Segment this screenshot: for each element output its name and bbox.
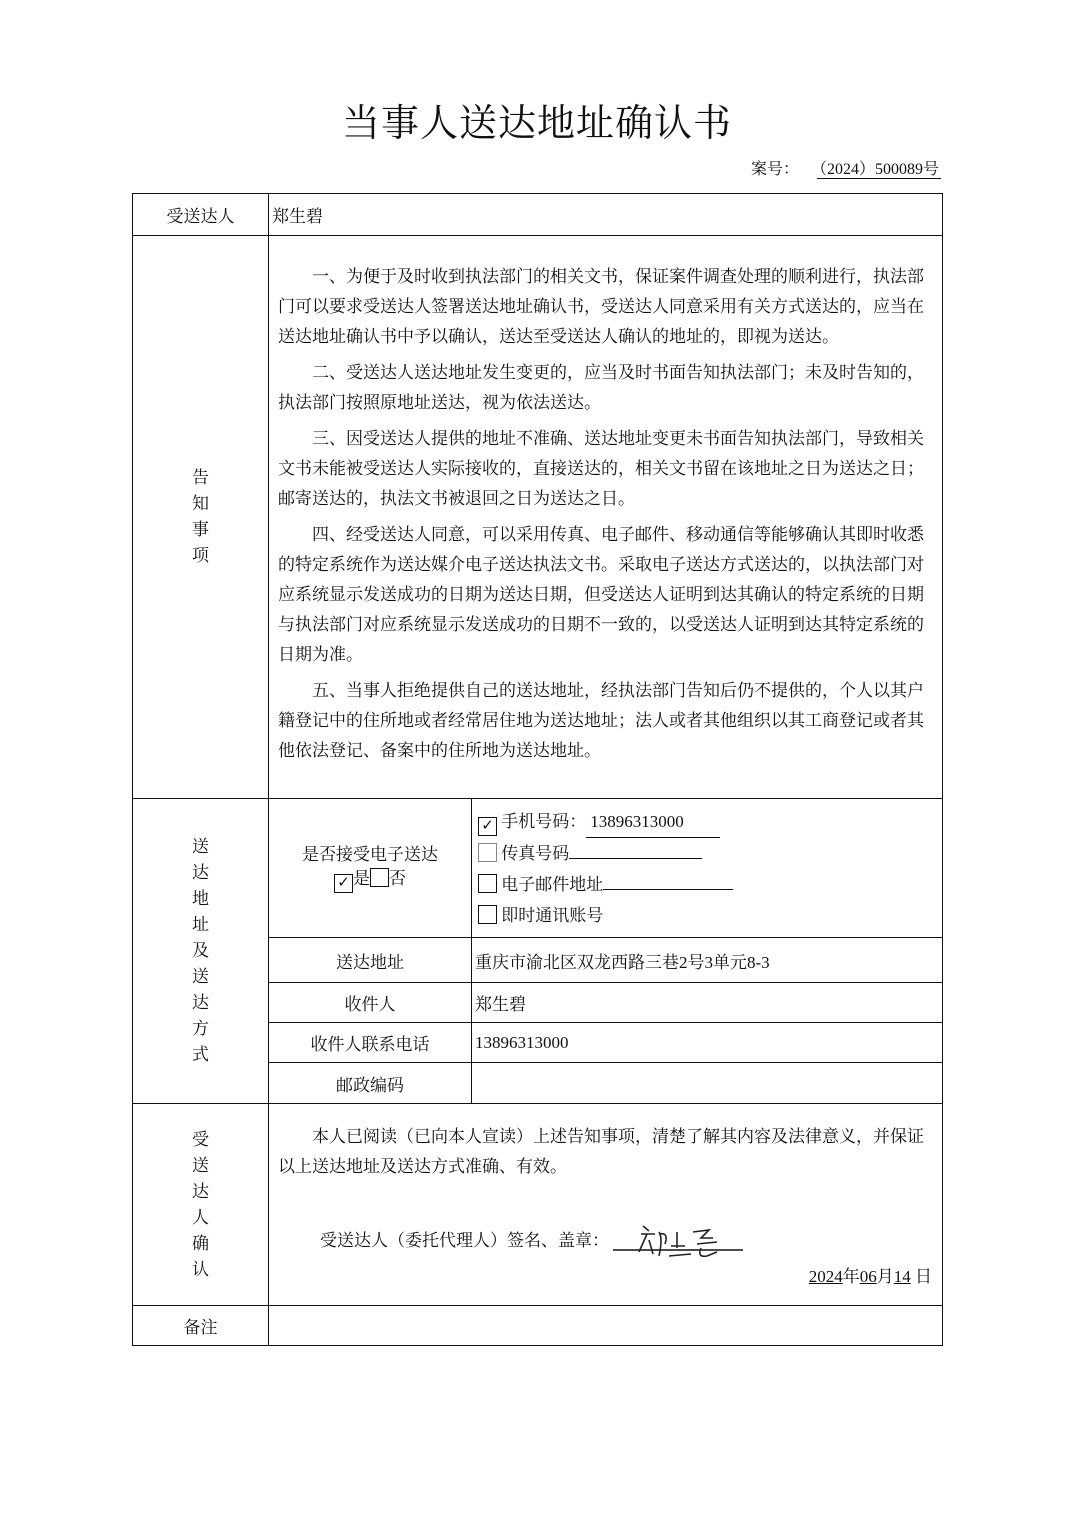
confirmation-text: 本人已阅读（已向本人宣读）上述告知事项，清楚了解其内容及法律意义，并保证以上送达地址及送达方式准确、有效。 <box>278 1127 924 1176</box>
recipient-value: 郑生碧 <box>269 194 943 236</box>
document-title: 当事人送达地址确认书 <box>341 103 732 145</box>
im-checkbox[interactable] <box>478 905 497 924</box>
date-month: 06 <box>859 1267 877 1286</box>
yes-checkbox[interactable]: ✓ <box>334 874 353 893</box>
recipient-label: 受送达人 <box>133 194 269 236</box>
yes-label: 是 <box>353 869 370 888</box>
month-unit: 月 <box>876 1267 894 1286</box>
day-unit: 日 <box>910 1267 932 1286</box>
delivery-label <box>133 799 269 1104</box>
remarks-value <box>269 1306 943 1346</box>
notice-paragraph: 二、受送达人送达地址发生变更的，应当及时书面告知执法部门；未及时告知的，执法部门按照原地址送达，视为依法送达。 <box>278 363 924 412</box>
mobile-value: 13896313000 <box>586 806 720 838</box>
recipient-row <box>133 194 943 236</box>
mobile-label: 手机号码： <box>501 811 587 831</box>
fax-label: 传真号码 <box>501 843 570 863</box>
im-label: 即时通讯账号 <box>501 905 604 925</box>
mobile-checkbox[interactable]: ✓ <box>478 817 497 836</box>
confirmation-label-text: 受 送 达 人 确 认 <box>192 1129 209 1279</box>
postcode-label: 邮政编码 <box>269 1063 472 1104</box>
confirmation-content <box>269 1104 943 1306</box>
electronic-options <box>472 799 943 938</box>
case-number <box>751 156 941 179</box>
confirmation-row <box>133 1104 943 1306</box>
option-im <box>472 900 942 931</box>
postcode-value <box>472 1063 943 1104</box>
case-number-label: 案号： <box>750 161 799 178</box>
confirmation-form <box>132 193 943 1346</box>
delivery-label-text: 送 达 地 址 及 送 达 方 式 <box>192 837 209 1064</box>
date-year: 2024 <box>808 1267 843 1286</box>
option-mobile <box>472 806 942 838</box>
receiver-label: 收件人 <box>269 983 472 1023</box>
email-value-line[interactable] <box>603 889 733 890</box>
case-number-value: （2024）500089号 <box>818 161 939 178</box>
address-value: 重庆市渝北区双龙西路三巷2号3单元8-3 <box>472 938 943 983</box>
email-label: 电子邮件地址 <box>501 874 604 894</box>
signature-date <box>278 1262 932 1292</box>
notice-paragraph: 五、当事人拒绝提供自己的送达地址，经执法部门告知后仍不提供的，个人以其户籍登记中的住所地或者经常居住地为送达地址；法人或者其他组织以其工商登记或者其他依法登记、备案中的住所地为送达地址。 <box>278 681 924 760</box>
electronic-question <box>269 799 472 938</box>
email-checkbox[interactable] <box>478 874 497 893</box>
year-unit: 年 <box>842 1267 860 1286</box>
notice-paragraph: 一、为便于及时收到执法部门的相关文书，保证案件调查处理的顺利进行，执法部门可以要求受送达人签署送达地址确认书，受送达人同意采用有关方式送达的，应当在送达地址确认书中予以确认，送达至受送达人确认的地址的，即视为送达。 <box>278 267 924 346</box>
fax-value-line[interactable] <box>569 858 702 859</box>
no-label: 否 <box>389 869 406 888</box>
no-checkbox[interactable] <box>370 868 389 887</box>
notice-paragraph: 三、因受送达人提供的地址不准确、送达地址变更未书面告知执法部门，导致相关文书未能被受送达人实际接收的，直接送达的，相关文书留在该地址之日为送达之日；邮寄送达的，执法文书被退回之日为送达之日。 <box>278 429 924 508</box>
phone-label: 收件人联系电话 <box>269 1023 472 1063</box>
notice-label <box>133 236 269 799</box>
remarks-row <box>133 1306 943 1346</box>
date-day: 14 <box>893 1267 911 1286</box>
fax-checkbox[interactable] <box>478 843 497 862</box>
receiver-value: 郑生碧 <box>472 983 943 1023</box>
address-label: 送达地址 <box>269 938 472 983</box>
signature-line <box>278 1222 932 1262</box>
remarks-label: 备注 <box>133 1306 269 1346</box>
notice-content <box>269 236 943 799</box>
notice-label-text: 告 知 事 项 <box>192 468 209 565</box>
option-fax <box>472 838 942 869</box>
notice-row <box>133 236 943 799</box>
electronic-row <box>133 799 943 938</box>
notice-paragraph: 四、经受送达人同意，可以采用传真、电子邮件、移动通信等能够确认其即时收悉的特定系统作为送达媒介电子送达执法文书。采取电子送达方式送达的，以执法部门对应系统显示发送成功的日期为送达日期，但受送达人证明到达其确认的特定系统的日期与执法部门对应系统显示发送成功的日期不一致的，以受送达人证明到达其特定系统的日期为准。 <box>278 525 924 664</box>
phone-value: 13896313000 <box>472 1023 943 1063</box>
electronic-question-text: 是否接受电子送达 <box>302 845 438 864</box>
signature-label: 受送达人（委托代理人）签名、盖章： <box>320 1230 609 1250</box>
handwritten-signature <box>613 1222 743 1262</box>
confirmation-label <box>133 1104 269 1306</box>
option-email <box>472 869 942 900</box>
